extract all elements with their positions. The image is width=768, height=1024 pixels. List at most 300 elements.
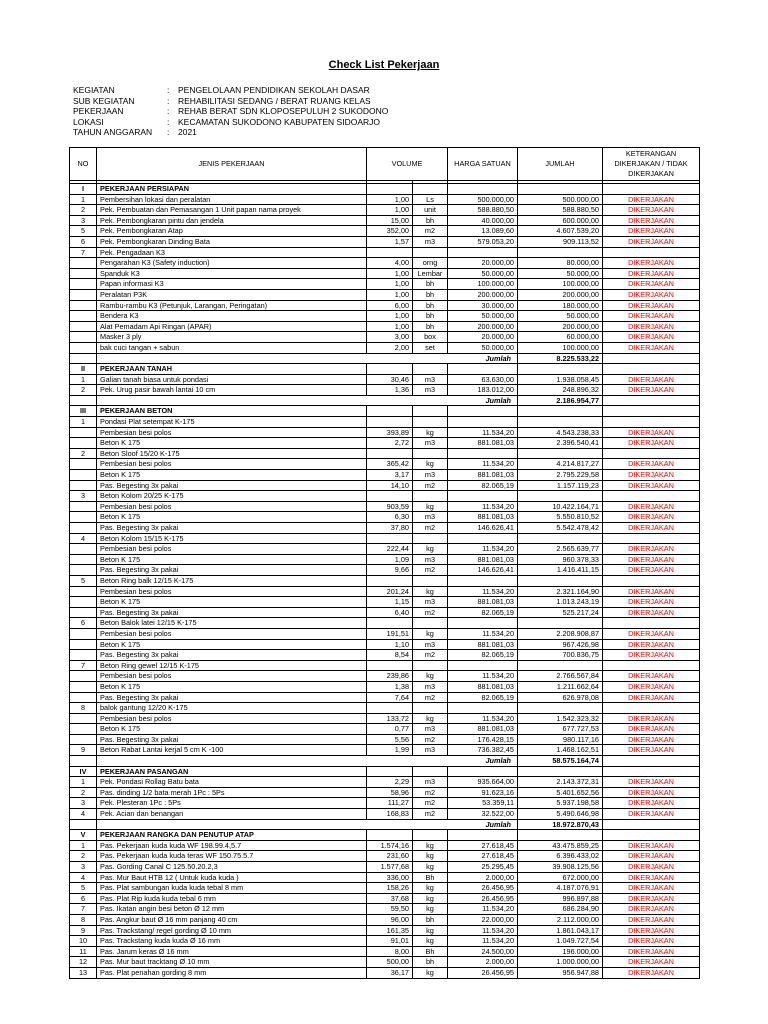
item-status: DIKERJAKAN bbox=[603, 332, 700, 343]
item-unit: kg bbox=[413, 840, 448, 851]
item-status: DIKERJAKAN bbox=[603, 342, 700, 353]
empty-cell bbox=[413, 766, 448, 777]
item-status: DIKERJAKAN bbox=[603, 523, 700, 534]
empty-cell bbox=[518, 364, 603, 375]
item-number bbox=[70, 554, 97, 565]
table-row bbox=[70, 342, 700, 353]
item-unit-price: 82.065,19 bbox=[448, 650, 518, 661]
subtotal-amount: 8.225.533,22 bbox=[518, 353, 603, 364]
item-amount: 1.013.243,19 bbox=[518, 597, 603, 608]
table-row bbox=[70, 268, 700, 279]
empty-cell bbox=[367, 406, 413, 417]
item-volume: 500,00 bbox=[367, 957, 413, 968]
item-unit: Ls bbox=[413, 194, 448, 205]
item-volume: 7,64 bbox=[367, 692, 413, 703]
item-amount: 1.468.162,51 bbox=[518, 745, 603, 756]
item-amount: 2.565.639,77 bbox=[518, 544, 603, 555]
item-unit-price: 11.534,20 bbox=[448, 713, 518, 724]
empty-cell bbox=[603, 830, 700, 841]
item-amount: 1.157.119,23 bbox=[518, 480, 603, 491]
item-volume: 9,66 bbox=[367, 565, 413, 576]
table-row bbox=[70, 639, 700, 650]
item-number: 6 bbox=[70, 618, 97, 629]
item-number: 3 bbox=[70, 491, 97, 502]
item-volume: 1,10 bbox=[367, 639, 413, 650]
item-volume: 1,36 bbox=[367, 385, 413, 396]
item-unit-price bbox=[448, 491, 518, 502]
item-amount: 2.208.908,87 bbox=[518, 628, 603, 639]
table-row bbox=[70, 311, 700, 322]
item-unit-price: 11.534,20 bbox=[448, 427, 518, 438]
section-title: PEKERJAAN RANGKA DAN PENUTUP ATAP bbox=[97, 830, 367, 841]
item-status: DIKERJAKAN bbox=[603, 607, 700, 618]
item-volume: 1,00 bbox=[367, 311, 413, 322]
section-row bbox=[70, 766, 700, 777]
item-unit: m2 bbox=[413, 480, 448, 491]
section-row bbox=[70, 406, 700, 417]
item-status: DIKERJAKAN bbox=[603, 904, 700, 915]
item-amount: 2.766.567,84 bbox=[518, 671, 603, 682]
table-row bbox=[70, 289, 700, 300]
item-amount: 43.475.859,25 bbox=[518, 840, 603, 851]
item-volume: 1.574,16 bbox=[367, 840, 413, 851]
item-volume: 2,29 bbox=[367, 777, 413, 788]
item-unit: m2 bbox=[413, 565, 448, 576]
info-value: 2021 bbox=[178, 127, 197, 138]
item-volume: 1,00 bbox=[367, 268, 413, 279]
item-status: DIKERJAKAN bbox=[603, 883, 700, 894]
item-status: DIKERJAKAN bbox=[603, 893, 700, 904]
item-unit-price: 50.000,00 bbox=[448, 268, 518, 279]
item-unit-price: 26.456,95 bbox=[448, 883, 518, 894]
item-amount: 50.000,00 bbox=[518, 268, 603, 279]
item-name: Pas. Begesting 3x pakai bbox=[97, 650, 367, 661]
item-unit: bh bbox=[413, 215, 448, 226]
item-name: Pembesian besi polos bbox=[97, 459, 367, 470]
item-name: Pas. Begesting 3x pakai bbox=[97, 692, 367, 703]
item-unit: bh bbox=[413, 289, 448, 300]
table-row bbox=[70, 787, 700, 798]
item-name: Beton Rabat Lantai kerjal 5 cm K -100 bbox=[97, 745, 367, 756]
table-row bbox=[70, 385, 700, 396]
item-name: Beton Kolom 20/25 K-175 bbox=[97, 491, 367, 502]
item-name: Pembesian besi polos bbox=[97, 501, 367, 512]
item-unit: kg bbox=[413, 893, 448, 904]
item-volume bbox=[367, 575, 413, 586]
item-unit-price: 183.012,00 bbox=[448, 385, 518, 396]
item-number bbox=[70, 480, 97, 491]
item-number: 4 bbox=[70, 533, 97, 544]
item-name: Pek. Acian dan benangan bbox=[97, 809, 367, 820]
item-unit-price: 50.000,00 bbox=[448, 342, 518, 353]
item-unit: kg bbox=[413, 967, 448, 978]
empty-cell bbox=[448, 364, 518, 375]
item-name: Bendera K3 bbox=[97, 311, 367, 322]
item-volume: 352,00 bbox=[367, 226, 413, 237]
item-amount: 700.836,75 bbox=[518, 650, 603, 661]
item-amount: 5.401.652,56 bbox=[518, 787, 603, 798]
table-row bbox=[70, 554, 700, 565]
empty-cell bbox=[518, 766, 603, 777]
section-title: PEKERJAAN PASANGAN bbox=[97, 766, 367, 777]
item-unit: m3 bbox=[413, 745, 448, 756]
info-row bbox=[73, 127, 388, 138]
subtotal-row bbox=[70, 395, 700, 406]
item-volume: 222,44 bbox=[367, 544, 413, 555]
item-number bbox=[70, 501, 97, 512]
item-volume bbox=[367, 247, 413, 258]
item-name: Pas. Plat sambungan kuda kuda tebal 8 mm bbox=[97, 883, 367, 894]
section-row bbox=[70, 364, 700, 375]
item-name: Pas. Begesting 3x pakai bbox=[97, 607, 367, 618]
item-unit-price bbox=[448, 448, 518, 459]
item-status: DIKERJAKAN bbox=[603, 713, 700, 724]
item-volume: 8,54 bbox=[367, 650, 413, 661]
empty-cell bbox=[413, 364, 448, 375]
item-amount: 2.321.164,90 bbox=[518, 586, 603, 597]
item-number bbox=[70, 724, 97, 735]
table-row bbox=[70, 862, 700, 873]
table-row bbox=[70, 279, 700, 290]
item-volume bbox=[367, 491, 413, 502]
item-amount: 6.396.433,02 bbox=[518, 851, 603, 862]
item-status: DIKERJAKAN bbox=[603, 586, 700, 597]
item-amount: 100.000,00 bbox=[518, 342, 603, 353]
table-row bbox=[70, 226, 700, 237]
item-volume: 158,26 bbox=[367, 883, 413, 894]
item-name: Pembesian besi polos bbox=[97, 671, 367, 682]
item-unit: kg bbox=[413, 628, 448, 639]
item-unit: m3 bbox=[413, 512, 448, 523]
item-status: DIKERJAKAN bbox=[603, 374, 700, 385]
item-name: Pas. Pekerjaan kuda kuda WF 198.99.4,5.7 bbox=[97, 840, 367, 851]
item-number bbox=[70, 289, 97, 300]
item-status bbox=[603, 703, 700, 714]
item-name: Pondasi Plat setempat K-175 bbox=[97, 417, 367, 428]
empty-cell bbox=[603, 184, 700, 195]
item-amount bbox=[518, 660, 603, 671]
item-unit bbox=[413, 703, 448, 714]
item-number bbox=[70, 628, 97, 639]
table-row bbox=[70, 798, 700, 809]
item-status bbox=[603, 618, 700, 629]
table-row bbox=[70, 914, 700, 925]
item-unit: m3 bbox=[413, 554, 448, 565]
item-status: DIKERJAKAN bbox=[603, 734, 700, 745]
info-key: KEGIATAN bbox=[73, 85, 115, 95]
table-row bbox=[70, 936, 700, 947]
table-row bbox=[70, 618, 700, 629]
table-row bbox=[70, 703, 700, 714]
item-number bbox=[70, 332, 97, 343]
item-volume: 3,17 bbox=[367, 470, 413, 481]
item-status: DIKERJAKAN bbox=[603, 936, 700, 947]
item-number: 2 bbox=[70, 385, 97, 396]
section-number: III bbox=[70, 406, 97, 417]
empty-cell bbox=[518, 406, 603, 417]
item-amount: 100.000,00 bbox=[518, 279, 603, 290]
empty-cell bbox=[413, 406, 448, 417]
item-unit: m3 bbox=[413, 374, 448, 385]
item-amount: 525.217,24 bbox=[518, 607, 603, 618]
item-unit: kg bbox=[413, 459, 448, 470]
item-unit: bh bbox=[413, 300, 448, 311]
item-unit-price: 40.000,00 bbox=[448, 215, 518, 226]
item-unit-price: 2.000,00 bbox=[448, 957, 518, 968]
item-status: DIKERJAKAN bbox=[603, 787, 700, 798]
empty-cell bbox=[413, 184, 448, 195]
item-status: DIKERJAKAN bbox=[603, 438, 700, 449]
item-status: DIKERJAKAN bbox=[603, 872, 700, 883]
item-amount bbox=[518, 491, 603, 502]
item-name: Pembesian besi polos bbox=[97, 586, 367, 597]
subtotal-amount: 58.575.164,74 bbox=[518, 756, 603, 767]
item-name: Pek. Pembuatan dan Pemasangan 1 Unit papan nama proyek bbox=[97, 205, 367, 216]
item-name: Beton Kolom 15/15 K-175 bbox=[97, 533, 367, 544]
info-colon: : bbox=[167, 106, 170, 117]
item-unit: m2 bbox=[413, 523, 448, 534]
info-key: PEKERJAAN bbox=[73, 106, 124, 117]
item-status: DIKERJAKAN bbox=[603, 862, 700, 873]
item-unit-price: 2.000,00 bbox=[448, 872, 518, 883]
item-name: Pek. Pembongkaran pintu dan jendela bbox=[97, 215, 367, 226]
item-name: Pas. Plat penahan gording 8 mm bbox=[97, 967, 367, 978]
subtotal-label: Jumlah bbox=[97, 756, 518, 767]
item-unit-price: 881.081,03 bbox=[448, 639, 518, 650]
item-name: Alat Pemadam Api Ringan (APAR) bbox=[97, 321, 367, 332]
item-unit bbox=[413, 618, 448, 629]
item-number bbox=[70, 470, 97, 481]
item-number: 2 bbox=[70, 851, 97, 862]
item-unit-price: 881.081,03 bbox=[448, 438, 518, 449]
section-row bbox=[70, 830, 700, 841]
item-unit: kg bbox=[413, 586, 448, 597]
item-volume: 111,27 bbox=[367, 798, 413, 809]
subtotal-label: Jumlah bbox=[97, 395, 518, 406]
item-status: DIKERJAKAN bbox=[603, 554, 700, 565]
table-row bbox=[70, 607, 700, 618]
item-volume: 1,00 bbox=[367, 289, 413, 300]
table-row bbox=[70, 470, 700, 481]
item-status: DIKERJAKAN bbox=[603, 300, 700, 311]
info-key: SUB KEGIATAN bbox=[73, 95, 135, 106]
item-amount: 39.908.125,56 bbox=[518, 862, 603, 873]
item-volume: 36,17 bbox=[367, 967, 413, 978]
info-value: PENGELOLAAN PENDIDIKAN SEKOLAH DASAR bbox=[178, 85, 370, 95]
table-row bbox=[70, 883, 700, 894]
table-row bbox=[70, 777, 700, 788]
item-amount: 4.187.076,91 bbox=[518, 883, 603, 894]
item-unit-price: 26.456,95 bbox=[448, 967, 518, 978]
item-volume bbox=[367, 417, 413, 428]
table-row bbox=[70, 427, 700, 438]
item-number: 13 bbox=[70, 967, 97, 978]
item-name: balok gantung 12/20 K-175 bbox=[97, 703, 367, 714]
item-name: Pembesian besi polos bbox=[97, 427, 367, 438]
item-amount bbox=[518, 618, 603, 629]
item-volume: 1,09 bbox=[367, 554, 413, 565]
empty-cell bbox=[518, 830, 603, 841]
section-number: V bbox=[70, 830, 97, 841]
empty-cell bbox=[367, 766, 413, 777]
table-header-row bbox=[70, 148, 700, 181]
item-number: 9 bbox=[70, 925, 97, 936]
item-volume: 201,24 bbox=[367, 586, 413, 597]
item-volume: 1,00 bbox=[367, 279, 413, 290]
item-status: DIKERJAKAN bbox=[603, 681, 700, 692]
table-row bbox=[70, 544, 700, 555]
table-row bbox=[70, 321, 700, 332]
item-unit: kg bbox=[413, 427, 448, 438]
item-name: Galian tanah biasa untuk pondasi bbox=[97, 374, 367, 385]
section-number: IV bbox=[70, 766, 97, 777]
item-name: Beton Ring gewel 12/15 K-175 bbox=[97, 660, 367, 671]
item-name: Beton K 175 bbox=[97, 512, 367, 523]
section-row bbox=[70, 184, 700, 195]
item-number: 6 bbox=[70, 236, 97, 247]
item-volume: 37,68 bbox=[367, 893, 413, 904]
table-row bbox=[70, 967, 700, 978]
table-row bbox=[70, 681, 700, 692]
item-number: 1 bbox=[70, 374, 97, 385]
table-row bbox=[70, 215, 700, 226]
item-status: DIKERJAKAN bbox=[603, 205, 700, 216]
empty-cell bbox=[367, 830, 413, 841]
item-unit-price: 200.000,00 bbox=[448, 321, 518, 332]
item-number bbox=[70, 544, 97, 555]
item-name: Pek. Urug pasir bawah lantai 10 cm bbox=[97, 385, 367, 396]
item-number bbox=[70, 639, 97, 650]
item-status: DIKERJAKAN bbox=[603, 597, 700, 608]
table-row bbox=[70, 671, 700, 682]
item-name: Pas. Angkur baut Ø 16 mm panjang 40 cm bbox=[97, 914, 367, 925]
item-volume: 30,46 bbox=[367, 374, 413, 385]
item-unit bbox=[413, 417, 448, 428]
empty-cell bbox=[448, 766, 518, 777]
item-name: Pas. Jarum keras Ø 16 mm bbox=[97, 946, 367, 957]
item-name: Pek. Pembongkaran Dinding Bata bbox=[97, 236, 367, 247]
item-volume: 903,59 bbox=[367, 501, 413, 512]
item-volume: 6,00 bbox=[367, 300, 413, 311]
item-unit: kg bbox=[413, 925, 448, 936]
item-status: DIKERJAKAN bbox=[603, 914, 700, 925]
item-amount: 4.214.817,27 bbox=[518, 459, 603, 470]
item-unit: kg bbox=[413, 936, 448, 947]
item-status: DIKERJAKAN bbox=[603, 957, 700, 968]
item-unit-price: 736.382,45 bbox=[448, 745, 518, 756]
item-unit-price: 146.626,41 bbox=[448, 523, 518, 534]
table-row bbox=[70, 893, 700, 904]
table-row bbox=[70, 491, 700, 502]
table-row bbox=[70, 597, 700, 608]
item-status: DIKERJAKAN bbox=[603, 226, 700, 237]
item-unit: kg bbox=[413, 904, 448, 915]
table-row bbox=[70, 925, 700, 936]
item-number: 4 bbox=[70, 872, 97, 883]
empty-cell bbox=[413, 830, 448, 841]
info-value: REHABILITASI SEDANG / BERAT RUANG KELAS bbox=[178, 95, 371, 106]
empty-cell bbox=[603, 819, 700, 830]
item-amount: 80.000,00 bbox=[518, 258, 603, 269]
item-name: Rambu-rambu K3 (Petunjuk, Larangan, Peringatan) bbox=[97, 300, 367, 311]
item-number: 3 bbox=[70, 798, 97, 809]
item-number bbox=[70, 607, 97, 618]
item-number bbox=[70, 438, 97, 449]
item-volume: 91,01 bbox=[367, 936, 413, 947]
item-unit: m3 bbox=[413, 385, 448, 396]
table-row bbox=[70, 512, 700, 523]
empty-cell bbox=[518, 184, 603, 195]
item-amount bbox=[518, 448, 603, 459]
col-header-jenis: JENIS PEKERJAAN bbox=[97, 148, 367, 181]
item-name: Beton K 175 bbox=[97, 597, 367, 608]
item-unit: set bbox=[413, 342, 448, 353]
item-name: Beton Balok latei 12/15 K-175 bbox=[97, 618, 367, 629]
item-unit-price: 82.065,19 bbox=[448, 607, 518, 618]
item-status: DIKERJAKAN bbox=[603, 798, 700, 809]
item-unit: bh bbox=[413, 957, 448, 968]
item-amount: 686.284,90 bbox=[518, 904, 603, 915]
item-volume: 4,00 bbox=[367, 258, 413, 269]
info-colon: : bbox=[167, 127, 170, 138]
item-unit-price: 881.081,03 bbox=[448, 681, 518, 692]
item-amount bbox=[518, 703, 603, 714]
item-amount: 5.937.198,58 bbox=[518, 798, 603, 809]
item-volume: 6,30 bbox=[367, 512, 413, 523]
item-name: Pek. Plesteran 1Pc : 5Ps bbox=[97, 798, 367, 809]
item-amount bbox=[518, 575, 603, 586]
item-name: Masker 3 ply bbox=[97, 332, 367, 343]
item-unit-price: 26.456,95 bbox=[448, 893, 518, 904]
subtotal-label: Jumlah bbox=[97, 819, 518, 830]
item-volume: 1,99 bbox=[367, 745, 413, 756]
table-row bbox=[70, 438, 700, 449]
table-row bbox=[70, 851, 700, 862]
item-unit: m3 bbox=[413, 597, 448, 608]
item-status: DIKERJAKAN bbox=[603, 628, 700, 639]
item-unit-price: 91.623,16 bbox=[448, 787, 518, 798]
item-name: Pas. Pekerjaan kuda kuda teras WF 150.75.5.7 bbox=[97, 851, 367, 862]
table-row bbox=[70, 374, 700, 385]
item-amount: 500.000,00 bbox=[518, 194, 603, 205]
item-number bbox=[70, 713, 97, 724]
item-volume: 15,00 bbox=[367, 215, 413, 226]
item-number: 2 bbox=[70, 448, 97, 459]
item-amount: 60.000,00 bbox=[518, 332, 603, 343]
item-amount: 196.000,00 bbox=[518, 946, 603, 957]
item-number bbox=[70, 268, 97, 279]
item-unit bbox=[413, 448, 448, 459]
table-row bbox=[70, 692, 700, 703]
table-row bbox=[70, 628, 700, 639]
table-row bbox=[70, 417, 700, 428]
item-name: Pas. Begesting 3x pakai bbox=[97, 565, 367, 576]
item-unit: m2 bbox=[413, 692, 448, 703]
item-number: 7 bbox=[70, 247, 97, 258]
item-unit-price bbox=[448, 533, 518, 544]
table-row bbox=[70, 946, 700, 957]
item-amount: 200.000,00 bbox=[518, 289, 603, 300]
item-number bbox=[70, 565, 97, 576]
item-volume: 1,00 bbox=[367, 321, 413, 332]
item-amount: 1.000.000,00 bbox=[518, 957, 603, 968]
item-name: Pek. Pengadaan K3 bbox=[97, 247, 367, 258]
item-unit-price: 25.295,45 bbox=[448, 862, 518, 873]
item-unit: m2 bbox=[413, 809, 448, 820]
item-unit: m3 bbox=[413, 470, 448, 481]
item-unit-price: 53.359,11 bbox=[448, 798, 518, 809]
item-name: Beton K 175 bbox=[97, 438, 367, 449]
